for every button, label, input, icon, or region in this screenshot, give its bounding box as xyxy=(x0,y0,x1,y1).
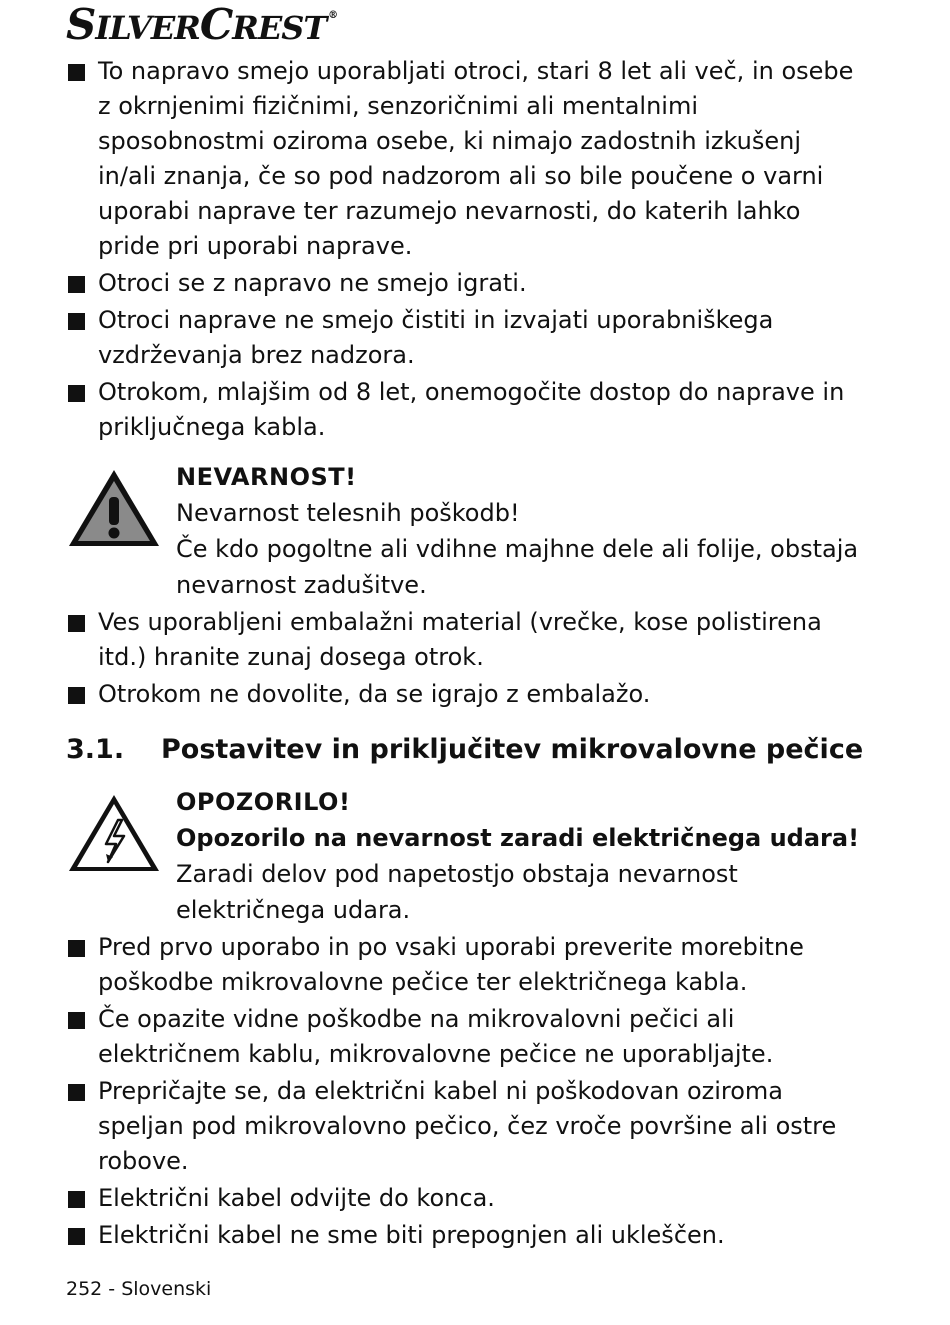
bullet-square-icon xyxy=(68,1012,85,1029)
list-item: Pred prvo uporabo in po vsaki uporabi preverite morebitne poškodbe mikrovalovne pečice ter električnega kabla. xyxy=(66,930,866,1000)
bullet-square-icon xyxy=(68,1191,85,1208)
page-footer: 252 - Slovenski xyxy=(66,1278,212,1300)
bullet-square-icon xyxy=(68,1084,85,1101)
warning-notice xyxy=(66,784,866,928)
list-item: Otroci naprave ne smejo čistiti in izvajati uporabniškega vzdrževanja brez nadzora. xyxy=(66,303,866,373)
bullet-square-icon xyxy=(68,276,85,293)
list-item: Ves uporabljeni embalažni material (vrečke, kose polistirena itd.) hranite zunaj dosega otrok. xyxy=(66,605,866,675)
danger-notice xyxy=(66,459,866,603)
danger-line1: Nevarnost telesnih poškodb! xyxy=(176,499,520,527)
list-item: Otroci se z napravo ne smejo igrati. xyxy=(66,266,866,301)
list-item: Otrokom, mlajšim od 8 let, onemogočite dostop do naprave in priključnega kabla. xyxy=(66,375,866,445)
brand-logo: SILVERCREST ® xyxy=(66,0,338,49)
danger-line2: Če kdo pogoltne ali vdihne majhne dele ali folije, obstaja nevarnost zadušitve. xyxy=(176,535,859,599)
section-title: Postavitev in priključitev mikrovalovne pečice xyxy=(161,734,864,765)
bullet-square-icon xyxy=(68,1228,85,1245)
bullet-list-1 xyxy=(66,54,866,445)
bullet-square-icon xyxy=(68,615,85,632)
bullet-square-icon xyxy=(68,385,85,402)
bullet-square-icon xyxy=(68,687,85,704)
list-item: To napravo smejo uporabljati otroci, stari 8 let ali več, in osebe z okrnjenimi fizičnimi, senzoričnimi ali mentalnimi sposobnostmi oziroma osebe, ki nimajo zadostnih izkušenj in/ali znanja, če so pod nadzorom ali so bile poučene o varni uporabi naprave ter razumejo nevarnosti, do katerih lahko pride pri uporabi naprave. xyxy=(66,54,866,264)
warning-triangle-icon xyxy=(66,467,162,559)
section-heading xyxy=(66,730,866,770)
bullet-square-icon xyxy=(68,313,85,330)
warning-subheading: Opozorilo na nevarnost zaradi električnega udara! xyxy=(176,824,860,852)
danger-heading: NEVARNOST! xyxy=(176,463,357,491)
bullet-square-icon xyxy=(68,940,85,957)
warning-text: Zaradi delov pod napetostjo obstaja nevarnost električnega udara. xyxy=(176,860,738,924)
bullet-list-2 xyxy=(66,605,866,712)
list-item: Otrokom ne dovolite, da se igrajo z embalažo. xyxy=(66,677,866,712)
list-item: Če opazite vidne poškodbe na mikrovalovni pečici ali električnem kablu, mikrovalovne pečice ne uporabljajte. xyxy=(66,1002,866,1072)
content xyxy=(66,54,866,1255)
bullet-square-icon xyxy=(68,64,85,81)
electric-shock-icon xyxy=(66,792,162,884)
bullet-list-3 xyxy=(66,930,866,1253)
list-item: Prepričajte se, da električni kabel ni poškodovan oziroma speljan pod mikrovalovno pečico, čez vroče površine ali ostre robove. xyxy=(66,1074,866,1179)
list-item: Električni kabel ne sme biti prepognjen ali ukleščen. xyxy=(66,1218,866,1253)
warning-heading: OPOZORILO! xyxy=(176,788,351,816)
section-number: 3.1. xyxy=(66,734,125,765)
list-item: Električni kabel odvijte do konca. xyxy=(66,1181,866,1216)
